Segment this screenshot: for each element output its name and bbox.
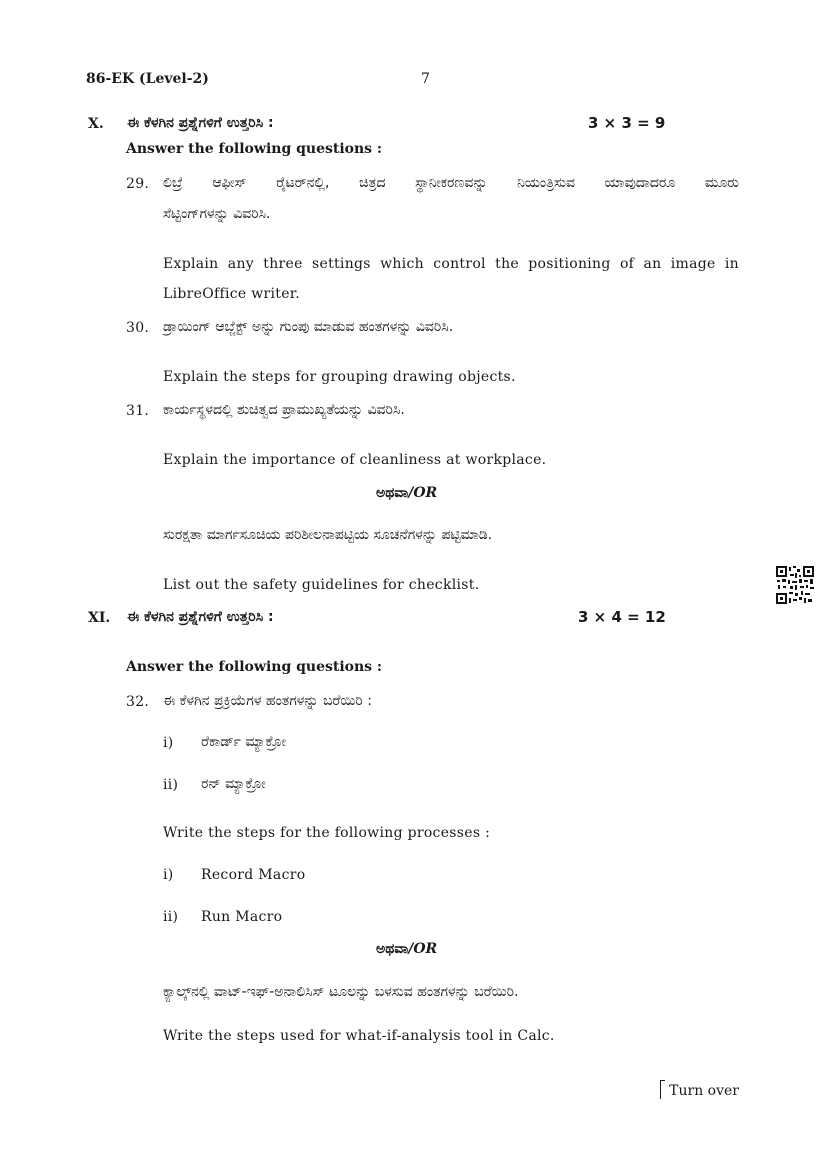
- question-32-alt-kn: ಕ್ಯಾಲ್ಕ್‌ನಲ್ಲಿ ವಾಟ್-ಇಫ್-ಅನಾಲಿಸಿಸ್ ಟೂಲನ್ನು ಬಳಸುವ ಹಂತಗಳನ್ನು ಬರೆಯಿರಿ.: [163, 984, 519, 1000]
- section-xi-instruction-en: Answer the following questions :: [126, 659, 383, 675]
- question-30-kn: ಡ್ರಾಯಿಂಗ್ ಆಬ್ಜೆಕ್ಟ್ ಅನ್ನು ಗುಂಪು ಮಾಡುವ ಹಂತಗಳನ್ನು ವಿವರಿಸಿ.: [163, 319, 454, 335]
- question-29-en-line2: LibreOffice writer.: [163, 286, 300, 302]
- question-29-kn-line1: ಲಿಬ್ರೆ ಆಫೀಸ್ ರೈಟರ್‌ನಲ್ಲಿ, ಚಿತ್ರದ ಸ್ಥಾನೀಕರಣವನ್ನು ನಿಯಂತ್ರಿಸುವ ಯಾವುದಾದರೂ ಮೂರು: [163, 175, 739, 191]
- section-xi-marks: 3 × 4 = 12: [578, 608, 666, 626]
- question-32-kn: ಈ ಕೆಳಗಿನ ಪ್ರಕ್ರಿಯೆಗಳ ಹಂತಗಳನ್ನು ಬರೆಯಿರಿ :: [163, 693, 372, 709]
- question-32-en: Write the steps for the following processes :: [163, 825, 491, 841]
- question-31-number: 31.: [126, 403, 150, 419]
- question-31-alt-en: List out the safety guidelines for checklist.: [163, 577, 480, 593]
- question-32-en-item-2: Run Macro: [201, 909, 283, 925]
- question-32-en-item-1-label: i): [163, 867, 174, 883]
- question-32-number: 32.: [126, 694, 150, 710]
- section-xi-number: XI.: [88, 610, 111, 626]
- or-separator-32: [376, 941, 437, 957]
- section-x-instruction-en: Answer the following questions :: [126, 141, 383, 157]
- question-31-en: Explain the importance of cleanliness at workplace.: [163, 452, 547, 468]
- question-29-kn-line2: ಸೆಟ್ಟಿಂಗ್‌ಗಳನ್ನು ವಿವರಿಸಿ.: [163, 206, 271, 222]
- question-32-en-item-2-label: ii): [163, 909, 179, 925]
- qr-code-icon: [775, 565, 815, 605]
- or-kn: ಅಥವಾ: [376, 941, 409, 957]
- question-30-en: Explain the steps for grouping drawing objects.: [163, 369, 516, 385]
- or-en: /OR: [408, 485, 438, 501]
- question-32-en-item-1: Record Macro: [201, 867, 306, 883]
- question-32-kn-item-2: ರನ್ ಮ್ಯಾಕ್ರೋ: [201, 776, 266, 792]
- section-x-number: X.: [88, 116, 104, 132]
- turn-over-label: Turn over: [669, 1083, 739, 1099]
- paper-code: 86-EK (Level-2): [86, 71, 209, 87]
- question-29-number: 29.: [126, 176, 150, 192]
- question-32-kn-item-2-label: ii): [163, 777, 179, 793]
- question-32-kn-item-1: ರೆಕಾರ್ಡ್ ಮ್ಯಾಕ್ರೋ: [201, 734, 286, 750]
- or-separator-31: [376, 485, 437, 501]
- section-xi-instruction-kn: ಈ ಕೆಳಗಿನ ಪ್ರಶ್ನೆಗಳಿಗೆ ಉತ್ತರಿಸಿ :: [127, 609, 274, 625]
- section-x-marks: 3 × 3 = 9: [588, 114, 666, 132]
- question-30-number: 30.: [126, 320, 150, 336]
- section-x-instruction-kn: ಈ ಕೆಳಗಿನ ಪ್ರಶ್ನೆಗಳಿಗೆ ಉತ್ತರಿಸಿ :: [127, 115, 274, 131]
- turn-over-note: [660, 1080, 739, 1099]
- bracket-mark: [660, 1080, 665, 1099]
- or-kn: ಅಥವಾ: [376, 485, 409, 501]
- question-32-alt-en: Write the steps used for what-if-analysis tool in Calc.: [163, 1028, 555, 1044]
- page-number: 7: [421, 71, 430, 87]
- question-29-en-line1: Explain any three settings which control the positioning of an image in: [163, 256, 739, 272]
- question-32-kn-item-1-label: i): [163, 735, 174, 751]
- or-en: /OR: [408, 941, 438, 957]
- question-31-kn: ಕಾರ್ಯಸ್ಥಳದಲ್ಲಿ ಶುಚಿತ್ವದ ಪ್ರಾಮುಖ್ಯತೆಯನ್ನು ವಿವರಿಸಿ.: [163, 402, 405, 418]
- question-31-alt-kn: ಸುರಕ್ಷತಾ ಮಾರ್ಗಸೂಚಿಯ ಪರಿಶೀಲನಾಪಟ್ಟಿಯ ಸೂಚನೆಗಳನ್ನು ಪಟ್ಟಿಮಾಡಿ.: [163, 527, 493, 543]
